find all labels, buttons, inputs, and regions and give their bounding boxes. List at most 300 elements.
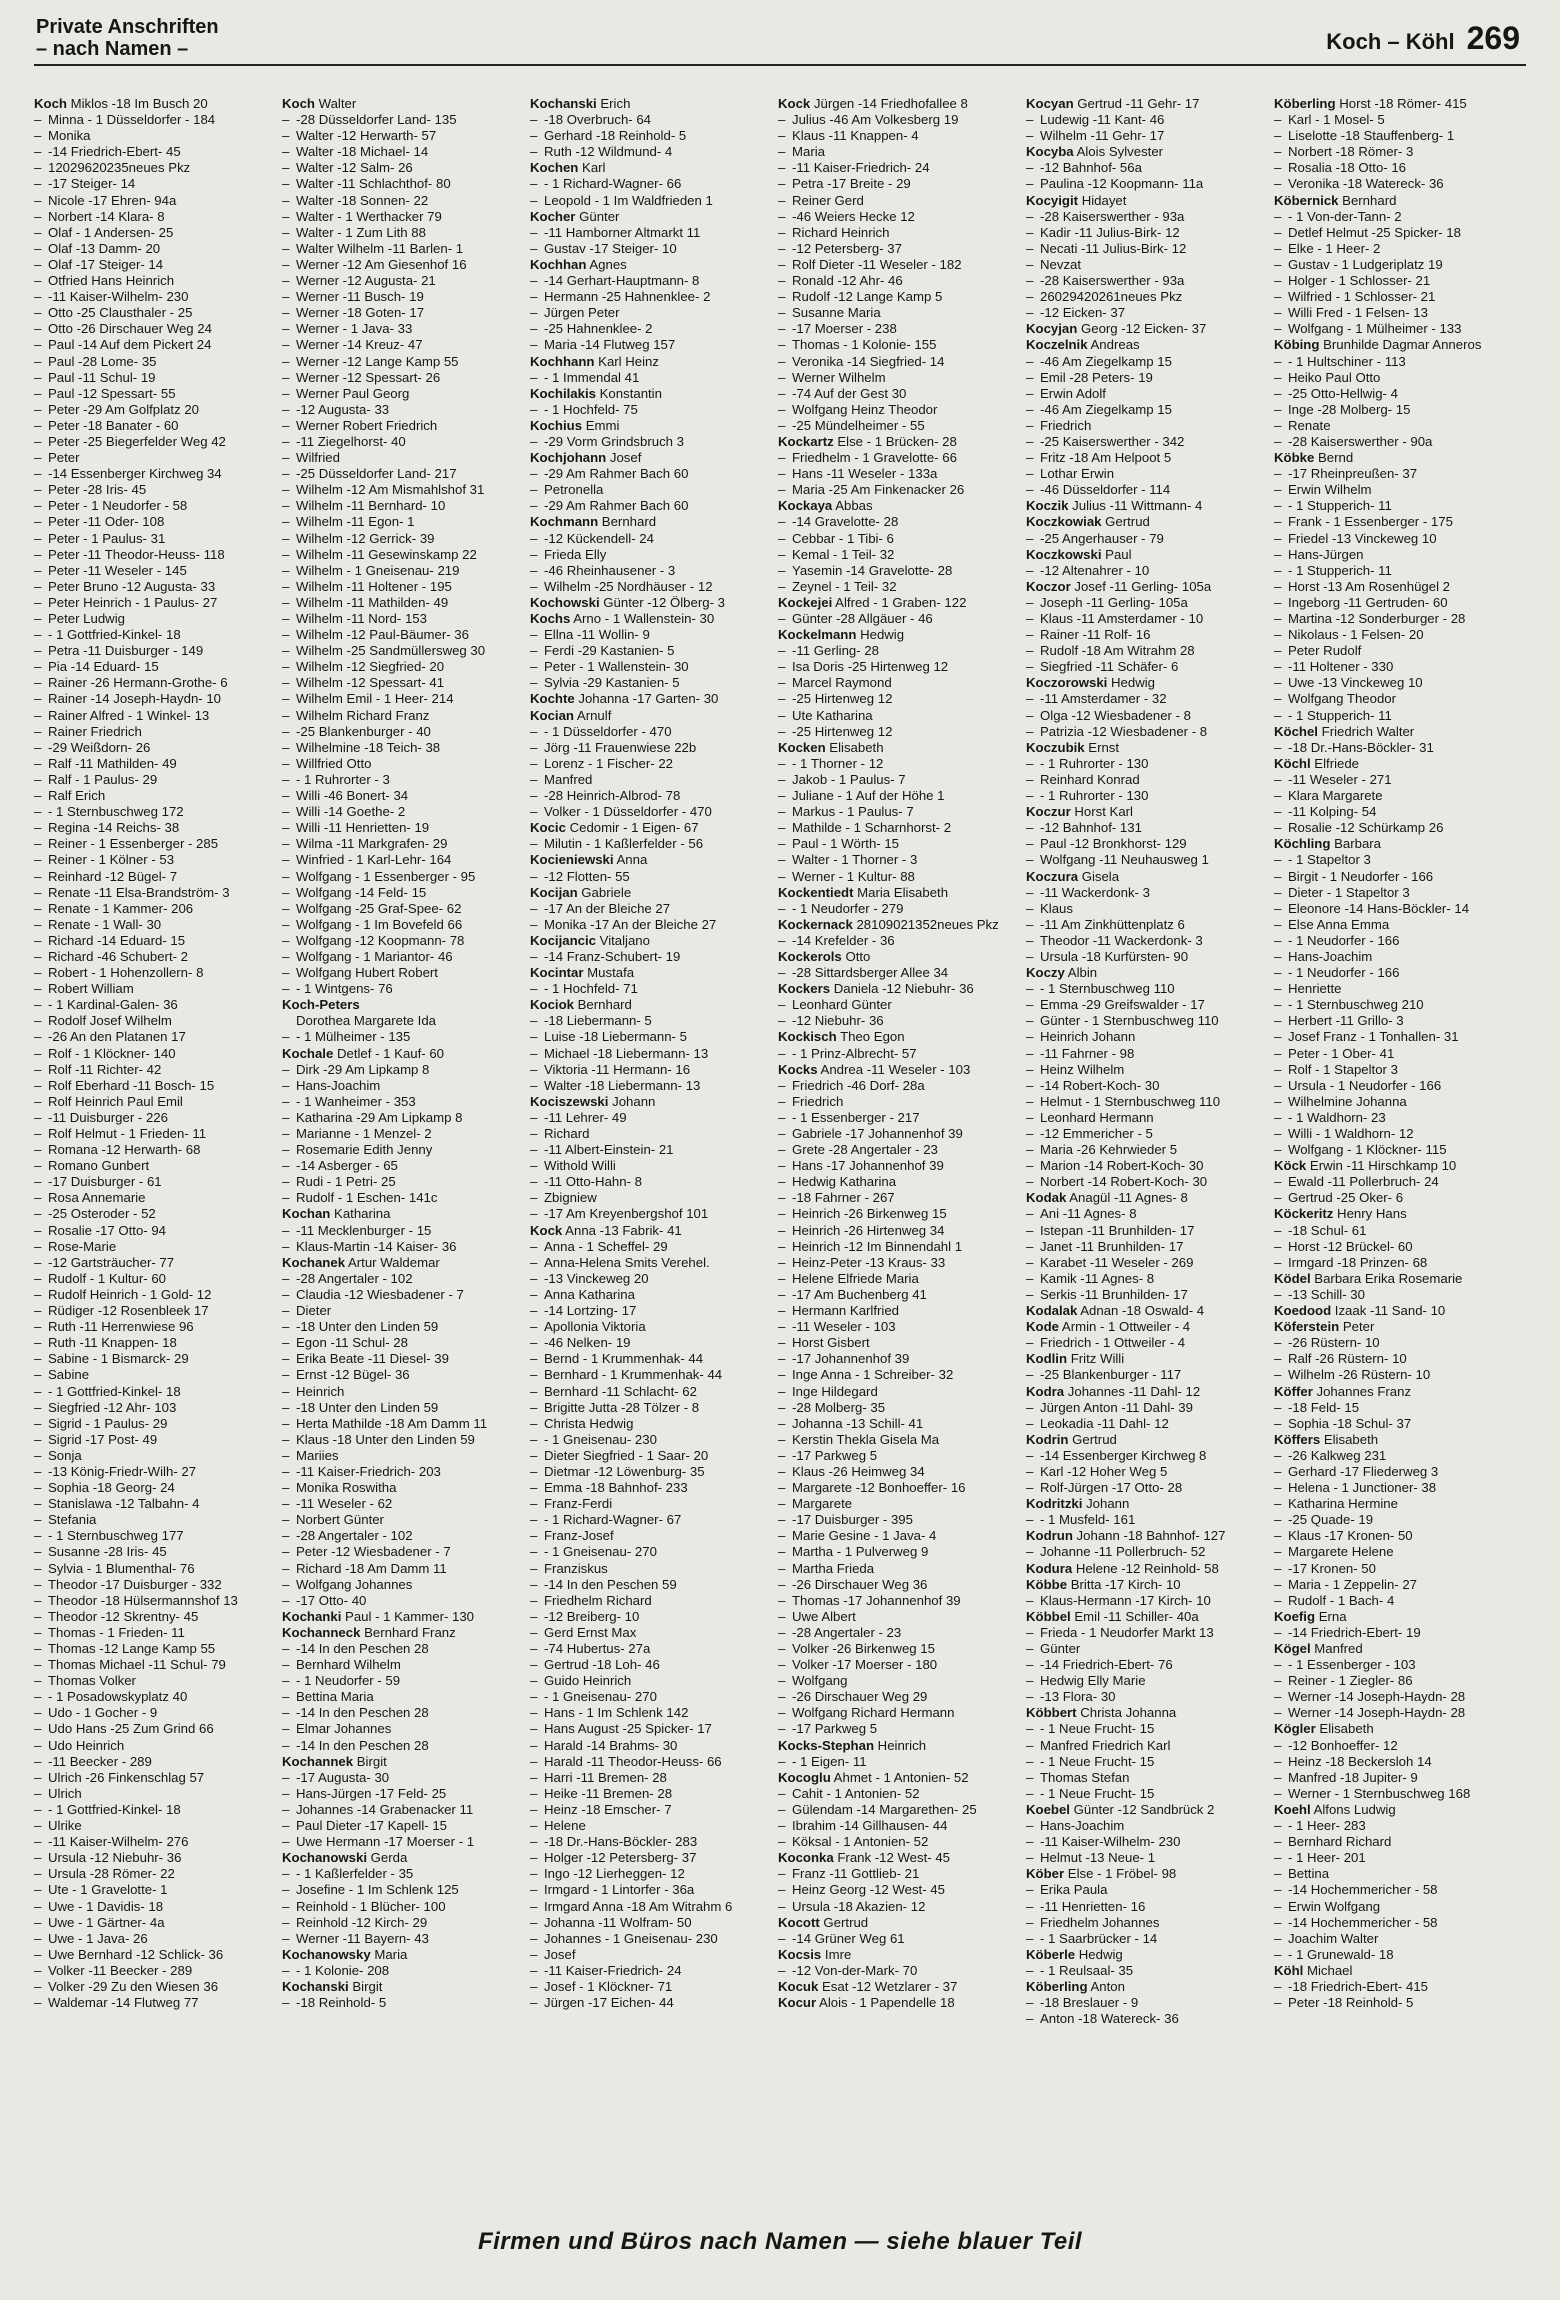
- entry-text: Friedrich - 1 Ottweiler - 4: [1040, 1335, 1186, 1351]
- dash-marker: –: [282, 128, 290, 144]
- dash-marker: –: [1026, 224, 1034, 240]
- entry-text: - 1 Hochfeld- 71: [544, 981, 638, 997]
- dash-marker: –: [1026, 820, 1034, 836]
- entry-text: Horst Karl: [1070, 804, 1133, 820]
- dash-marker: –: [34, 1238, 42, 1254]
- directory-entry: [1026, 885, 1270, 901]
- entry-text: Uwe Bernhard -12 Schlick- 36: [48, 1946, 224, 1962]
- directory-entry: [530, 1641, 774, 1657]
- dash-marker: –: [530, 466, 538, 482]
- directory-entry: [778, 1223, 1022, 1239]
- entry-text: - 1 Kolonie- 208: [296, 1962, 390, 1978]
- entry-text: Marianne - 1 Menzel- 2: [296, 1126, 432, 1141]
- entry-text: Nikolaus - 1 Felsen- 20: [1288, 627, 1424, 643]
- entry-text: Istepan -11 Brunhilden- 17: [1040, 1222, 1195, 1238]
- entry-text: Albin: [1064, 965, 1098, 981]
- directory-entry: [778, 1609, 1022, 1625]
- entry-text: Wolfgang - 1 Klöckner- 115: [1288, 1142, 1447, 1158]
- entry-text: - 1 Heer- 283: [1288, 1818, 1366, 1834]
- entry-text: Ruth -11 Knappen- 18: [48, 1335, 177, 1351]
- surname: Koch: [282, 96, 315, 111]
- dash-marker: –: [34, 1995, 42, 2011]
- entry-text: Peter -12 Wiesbadener - 7: [296, 1544, 451, 1560]
- entry-text: Holger - 1 Schlosser- 21: [1288, 273, 1431, 289]
- entry-text: Köksal - 1 Antonien- 52: [792, 1834, 929, 1850]
- directory-entry: [1026, 1641, 1270, 1657]
- entry-text: Richard Heinrich: [792, 224, 890, 240]
- directory-entry: [1274, 1593, 1518, 1609]
- dash-marker: –: [34, 1142, 42, 1158]
- entry-text: Dieter: [296, 1303, 332, 1319]
- entry-text: -11 Duisburger - 226: [48, 1109, 168, 1125]
- entry-text: Bettina: [1288, 1866, 1330, 1882]
- dash-marker: –: [1274, 739, 1282, 755]
- directory-entry: [778, 724, 1022, 740]
- entry-text: Dorothea Margarete Ida: [296, 1013, 437, 1029]
- dash-marker: –: [778, 868, 786, 884]
- directory-entry: [530, 1657, 774, 1673]
- dash-marker: –: [34, 385, 42, 401]
- directory-entry: [1026, 1271, 1270, 1287]
- entry-text: -11 Ziegelhorst- 40: [296, 433, 406, 449]
- dash-marker: –: [34, 1528, 42, 1544]
- directory-entry: [530, 1673, 774, 1689]
- entry-text: Wolfgang Heinz Theodor: [792, 401, 938, 417]
- entry-text: Vitaljano: [595, 932, 650, 948]
- directory-entry: [34, 241, 278, 257]
- entry-text: Zeynel - 1 Teil- 32: [792, 578, 897, 594]
- directory-entry: [282, 1029, 526, 1045]
- dash-marker: –: [530, 1335, 538, 1351]
- entry-text: Wilhelm - 1 Gneisenau- 219: [296, 562, 460, 578]
- directory-entry: [282, 466, 526, 482]
- directory-entry: [530, 547, 774, 563]
- dash-marker: –: [1026, 932, 1034, 948]
- dash-marker: –: [778, 1641, 786, 1656]
- surname: Kocyan: [1026, 96, 1074, 111]
- surname: Kochhann: [530, 353, 595, 369]
- entry-text: Erwin Wilhelm: [1288, 482, 1372, 498]
- entry-text: Bernhard Wilhelm: [296, 1657, 401, 1673]
- directory-entry: [282, 450, 526, 466]
- dash-marker: –: [530, 1351, 538, 1367]
- directory-entry: [34, 627, 278, 643]
- dash-marker: –: [282, 1834, 290, 1850]
- entry-text: Erika Beate -11 Diesel- 39: [296, 1351, 449, 1367]
- entry-text: -46 Nelken- 19: [544, 1335, 631, 1351]
- dash-marker: –: [1026, 1270, 1034, 1286]
- directory-entry: [34, 675, 278, 691]
- dash-marker: –: [530, 1463, 538, 1479]
- directory-entry: [282, 1834, 526, 1850]
- surname: Köchel: [1274, 723, 1318, 739]
- dash-marker: –: [282, 1512, 290, 1528]
- dash-marker: –: [530, 1544, 538, 1560]
- entry-text: -18 Feld- 15: [1288, 1399, 1360, 1415]
- entry-text: Else - 1 Brücken- 28: [833, 433, 957, 449]
- dash-marker: –: [530, 1319, 538, 1335]
- dash-marker: –: [1026, 948, 1034, 964]
- directory-entry: [778, 659, 1022, 675]
- entry-text: -74 Hubertus- 27a: [544, 1641, 651, 1656]
- entry-text: Klaus-Hermann -17 Kirch- 10: [1040, 1592, 1211, 1608]
- dash-marker: –: [1274, 1126, 1282, 1141]
- entry-text: Andreas: [1087, 337, 1140, 353]
- entry-text: Karl -12 Hoher Weg 5: [1040, 1463, 1168, 1479]
- directory-entry: [778, 1271, 1022, 1287]
- entry-text: -18 Overbruch- 64: [544, 112, 652, 128]
- dash-marker: –: [778, 1045, 786, 1061]
- directory-entry: [282, 965, 526, 981]
- directory-entry: [1026, 1496, 1270, 1512]
- directory-entry: [282, 337, 526, 353]
- dash-marker: –: [1274, 771, 1282, 787]
- entry-text: Rodolf Josef Wilhelm: [48, 1013, 172, 1029]
- entry-text: Otto: [841, 948, 871, 964]
- dash-marker: –: [778, 932, 786, 948]
- entry-text: Heinrich Johann: [1040, 1029, 1136, 1045]
- entry-text: Grete -28 Angertaler - 23: [792, 1142, 938, 1158]
- dash-marker: –: [1274, 1045, 1282, 1061]
- directory-entry: [282, 740, 526, 756]
- dash-marker: –: [778, 900, 786, 916]
- directory-entry: [34, 836, 278, 852]
- directory-entry: [1274, 1609, 1518, 1625]
- dash-marker: –: [282, 1641, 290, 1656]
- entry-text: Ralf - 1 Paulus- 29: [48, 771, 158, 787]
- entry-text: Michael -18 Liebermann- 13: [544, 1045, 709, 1061]
- dash-marker: –: [1274, 1496, 1282, 1512]
- directory-entry: [282, 1400, 526, 1416]
- directory-entry: [778, 949, 1022, 965]
- directory-entry: [282, 160, 526, 176]
- entry-text: Manfred -18 Jupiter- 9: [1288, 1769, 1418, 1785]
- entry-text: Josefine - 1 Im Schlenk 125: [296, 1882, 459, 1898]
- dash-marker: –: [1274, 240, 1282, 256]
- entry-text: Ludewig -11 Kant- 46: [1040, 112, 1165, 128]
- dash-marker: –: [778, 1544, 786, 1560]
- surname: Kodra: [1026, 1383, 1065, 1399]
- dash-marker: –: [778, 240, 786, 256]
- directory-entry: [778, 273, 1022, 289]
- dash-marker: –: [1274, 1689, 1282, 1705]
- directory-entry: [778, 1464, 1022, 1480]
- dash-marker: –: [530, 1528, 538, 1544]
- dash-marker: –: [1274, 1512, 1282, 1528]
- entry-text: Hans -17 Johannenhof 39: [792, 1158, 944, 1174]
- entry-text: Werner -14 Kreuz- 47: [296, 337, 423, 353]
- dash-marker: –: [530, 788, 538, 804]
- dash-marker: –: [530, 916, 538, 932]
- dash-marker: –: [1026, 1126, 1034, 1141]
- surname: Kochmann: [530, 514, 599, 530]
- dash-marker: –: [34, 1367, 42, 1383]
- directory-entry: [34, 820, 278, 836]
- entry-text: Horst -12 Brückel- 60: [1288, 1238, 1413, 1254]
- dash-marker: –: [34, 1415, 42, 1431]
- dash-marker: –: [778, 643, 786, 659]
- entry-text: Werner - 1 Java- 33: [296, 321, 413, 337]
- entry-text: Rainer Alfred - 1 Winkel- 13: [48, 707, 210, 723]
- directory-entry: [1274, 852, 1518, 868]
- dash-marker: –: [778, 321, 786, 337]
- directory-entry: [530, 209, 774, 225]
- directory-entry: [1026, 836, 1270, 852]
- directory-entry: [1026, 1062, 1270, 1078]
- dash-marker: –: [34, 1641, 42, 1656]
- entry-text: -12 Emmericher - 5: [1040, 1126, 1153, 1141]
- directory-entry: [1026, 1174, 1270, 1190]
- entry-text: Peter -11 Oder- 108: [48, 514, 165, 530]
- dash-marker: –: [34, 1222, 42, 1238]
- directory-entry: [530, 1255, 774, 1271]
- directory-entry: [1274, 1496, 1518, 1512]
- entry-text: Heinz-Peter -13 Kraus- 33: [792, 1254, 946, 1270]
- dash-marker: –: [530, 240, 538, 256]
- directory-entry: [778, 370, 1022, 386]
- entry-text: Anagül -11 Agnes- 8: [1066, 1190, 1188, 1206]
- dash-marker: –: [1274, 514, 1282, 530]
- dash-marker: –: [34, 1335, 42, 1351]
- directory-entry: [1026, 337, 1270, 353]
- directory-entry: [778, 691, 1022, 707]
- dash-marker: –: [530, 1415, 538, 1431]
- surname: Koczubik: [1026, 739, 1085, 755]
- dash-marker: –: [1026, 450, 1034, 466]
- dash-marker: –: [282, 659, 290, 675]
- entry-text: Eleonore -14 Hans-Böckler- 14: [1288, 900, 1470, 916]
- directory-entry: [1274, 1995, 1518, 2011]
- dash-marker: –: [34, 369, 42, 385]
- entry-text: Thomas Michael -11 Schul- 79: [48, 1657, 226, 1673]
- dash-marker: –: [530, 1641, 538, 1656]
- entry-text: Peter - 1 Neudorfer - 58: [48, 498, 188, 514]
- entry-text: Franziskus: [544, 1560, 608, 1576]
- entry-text: Renate - 1 Kammer- 206: [48, 900, 194, 916]
- directory-entry: [1274, 981, 1518, 997]
- directory-entry: [530, 804, 774, 820]
- entry-text: Wilhelmine -18 Teich- 38: [296, 739, 441, 755]
- entry-text: Paul -11 Schul- 19: [48, 369, 156, 385]
- entry-text: Wolfgang Hubert Robert: [296, 965, 438, 981]
- dash-marker: –: [530, 546, 538, 562]
- dash-marker: –: [530, 1608, 538, 1624]
- directory-entry: [1026, 1206, 1270, 1222]
- entry-text: Sophia -18 Georg- 24: [48, 1480, 175, 1496]
- directory-entry: [282, 1882, 526, 1898]
- entry-text: Kemal - 1 Teil- 32: [792, 546, 895, 562]
- entry-text: Maria: [792, 144, 825, 160]
- entry-text: Hedwig Elly Marie: [1040, 1673, 1146, 1689]
- entry-text: Bernhard Richard: [1288, 1834, 1392, 1850]
- entry-text: Winfried - 1 Karl-Lehr- 164: [296, 852, 452, 868]
- dash-marker: –: [282, 1270, 290, 1286]
- entry-text: Klaus -11 Knappen- 4: [792, 128, 919, 144]
- entry-text: Franz-Ferdi: [544, 1496, 613, 1512]
- surname: Kocyjan: [1026, 321, 1078, 337]
- entry-text: Günter: [1040, 1641, 1081, 1656]
- dash-marker: –: [34, 997, 42, 1013]
- directory-entry: [778, 112, 1022, 128]
- directory-entry: [1026, 1995, 1270, 2011]
- dash-marker: –: [530, 900, 538, 916]
- dash-marker: –: [282, 1126, 290, 1141]
- entry-text: 12029620235neues Pkz: [48, 160, 191, 176]
- entry-text: -14 Krefelder - 36: [792, 932, 895, 948]
- entry-text: Rudolf - 1 Bach- 4: [1288, 1592, 1395, 1608]
- dash-marker: –: [282, 1303, 290, 1319]
- directory-entry: [34, 595, 278, 611]
- directory-entry: [530, 997, 774, 1013]
- entry-text: Klaus-Martin -14 Kaiser- 36: [296, 1238, 457, 1254]
- dash-marker: –: [282, 1109, 290, 1125]
- directory-entry: [1274, 1818, 1518, 1834]
- directory-entry: [1274, 112, 1518, 128]
- dash-marker: –: [1026, 385, 1034, 401]
- entry-text: Bernd: [1314, 450, 1354, 466]
- section-title: [36, 16, 219, 60]
- directory-entry: [778, 1512, 1022, 1528]
- entry-text: -11 Am Zinkhüttenplatz 6: [1040, 916, 1185, 932]
- directory-entry: [1274, 144, 1518, 160]
- dash-marker: –: [530, 578, 538, 594]
- entry-text: Monika: [48, 128, 91, 144]
- entry-text: - 1 Hultschiner - 113: [1288, 353, 1406, 369]
- entry-text: - 1 Kaßlerfelder - 35: [296, 1866, 414, 1882]
- dash-marker: –: [34, 273, 42, 289]
- dash-marker: –: [778, 385, 786, 401]
- entry-text: -28 Kaiserswerther - 90a: [1288, 433, 1433, 449]
- directory-entry: [530, 1400, 774, 1416]
- dash-marker: –: [1274, 948, 1282, 964]
- entry-text: Susanne -28 Iris- 45: [48, 1544, 167, 1560]
- dash-marker: –: [778, 1576, 786, 1592]
- directory-entry: [778, 1013, 1022, 1029]
- dash-marker: –: [34, 192, 42, 208]
- entry-text: Hedwig: [1075, 1946, 1123, 1962]
- directory-entry: [778, 852, 1022, 868]
- directory-entry: [34, 756, 278, 772]
- directory-entry: [778, 209, 1022, 225]
- entry-text: - 1 Stupperich- 11: [1288, 707, 1392, 723]
- entry-text: - 1 Essenberger - 217: [792, 1109, 920, 1125]
- dash-marker: –: [1026, 643, 1034, 659]
- dash-marker: –: [34, 691, 42, 707]
- entry-text: Ulrich: [48, 1785, 82, 1801]
- entry-text: Alfons Ludwig: [1310, 1801, 1396, 1817]
- directory-entry: [530, 772, 774, 788]
- directory-entry: [1026, 498, 1270, 514]
- dash-marker: –: [34, 916, 42, 932]
- surname: Kockartz: [778, 433, 834, 449]
- surname: Köbbe: [1026, 1576, 1068, 1592]
- dash-marker: –: [1026, 1544, 1034, 1560]
- directory-entry: [282, 675, 526, 691]
- surname: Kocyigit: [1026, 192, 1079, 208]
- directory-entry: [1026, 965, 1270, 981]
- entry-text: Peter -11 Theodor-Heuss- 118: [48, 546, 225, 562]
- dash-marker: –: [530, 1898, 538, 1914]
- surname: Kockisch: [778, 1029, 837, 1045]
- surname: Kockejei: [778, 594, 833, 610]
- entry-text: Elke - 1 Heer- 2: [1288, 240, 1381, 256]
- dash-marker: –: [530, 530, 538, 546]
- dash-marker: –: [1026, 1689, 1034, 1705]
- dash-marker: –: [778, 1898, 786, 1914]
- entry-text: Henriette: [1288, 981, 1342, 997]
- dash-marker: –: [530, 562, 538, 578]
- dash-marker: –: [282, 836, 290, 852]
- entry-text: Sylvia - 1 Blumenthal- 76: [48, 1560, 195, 1576]
- dash-marker: –: [282, 1560, 290, 1576]
- directory-entry: [530, 1512, 774, 1528]
- dash-marker: –: [1026, 836, 1034, 852]
- entry-text: Hans-Joachim: [296, 1077, 381, 1093]
- entry-text: Karabet -11 Weseler - 269: [1040, 1254, 1194, 1270]
- dash-marker: –: [1026, 723, 1034, 739]
- surname: Kock: [778, 96, 811, 111]
- dash-marker: –: [1274, 208, 1282, 224]
- entry-text: Wolfgang Richard Hermann: [792, 1705, 955, 1721]
- directory-entry: [530, 144, 774, 160]
- dash-marker: –: [34, 1463, 42, 1479]
- entry-text: Mathilde - 1 Scharnhorst- 2: [792, 820, 952, 836]
- entry-text: Gerhard -18 Reinhold- 5: [544, 128, 687, 144]
- dash-marker: –: [1026, 1158, 1034, 1174]
- dash-marker: –: [34, 1383, 42, 1399]
- entry-text: Erika Paula: [1040, 1882, 1108, 1898]
- dash-marker: –: [34, 1818, 42, 1834]
- entry-text: Helene -12 Reinhold- 58: [1072, 1560, 1219, 1576]
- directory-entry: [1274, 1271, 1518, 1287]
- dash-marker: –: [1274, 1946, 1282, 1962]
- directory-entry: [34, 965, 278, 981]
- entry-text: Dieter - 1 Stapeltor 3: [1288, 884, 1410, 900]
- dash-marker: –: [34, 450, 42, 466]
- directory-entry: [1274, 1432, 1518, 1448]
- directory-entry: [1274, 1834, 1518, 1850]
- entry-text: Lothar Erwin: [1040, 466, 1115, 482]
- entry-text: Rudolf -12 Lange Kamp 5: [792, 289, 943, 305]
- dash-marker: –: [1274, 1335, 1282, 1351]
- entry-text: Peter - 1 Wallenstein- 30: [544, 659, 689, 675]
- directory-entry: [778, 176, 1022, 192]
- dash-marker: –: [1274, 112, 1282, 128]
- dash-marker: –: [1274, 659, 1282, 675]
- dash-marker: –: [1274, 1480, 1282, 1496]
- directory-entry: [1274, 160, 1518, 176]
- directory-entry: [530, 321, 774, 337]
- entry-text: Heinrich: [874, 1737, 927, 1753]
- entry-text: Ellna -11 Wollin- 9: [544, 627, 650, 643]
- entry-text: Helene: [544, 1818, 586, 1834]
- entry-text: Konstantin: [595, 385, 662, 401]
- entry-text: Harald -11 Theodor-Heuss- 66: [544, 1753, 722, 1769]
- entry-text: Werner Wilhelm: [792, 369, 886, 385]
- directory-entry: [778, 708, 1022, 724]
- dash-marker: –: [1026, 594, 1034, 610]
- directory-entry: [34, 1512, 278, 1528]
- dash-marker: –: [530, 739, 538, 755]
- entry-text: -17 Otto- 40: [296, 1592, 367, 1608]
- entry-text: Wilhelm -12 Gerrick- 39: [296, 530, 435, 546]
- dash-marker: –: [1026, 273, 1034, 289]
- directory-entry: [282, 418, 526, 434]
- directory-entry: [1026, 547, 1270, 563]
- directory-entry: [1274, 691, 1518, 707]
- dash-marker: –: [530, 1914, 538, 1930]
- dash-marker: –: [282, 1882, 290, 1898]
